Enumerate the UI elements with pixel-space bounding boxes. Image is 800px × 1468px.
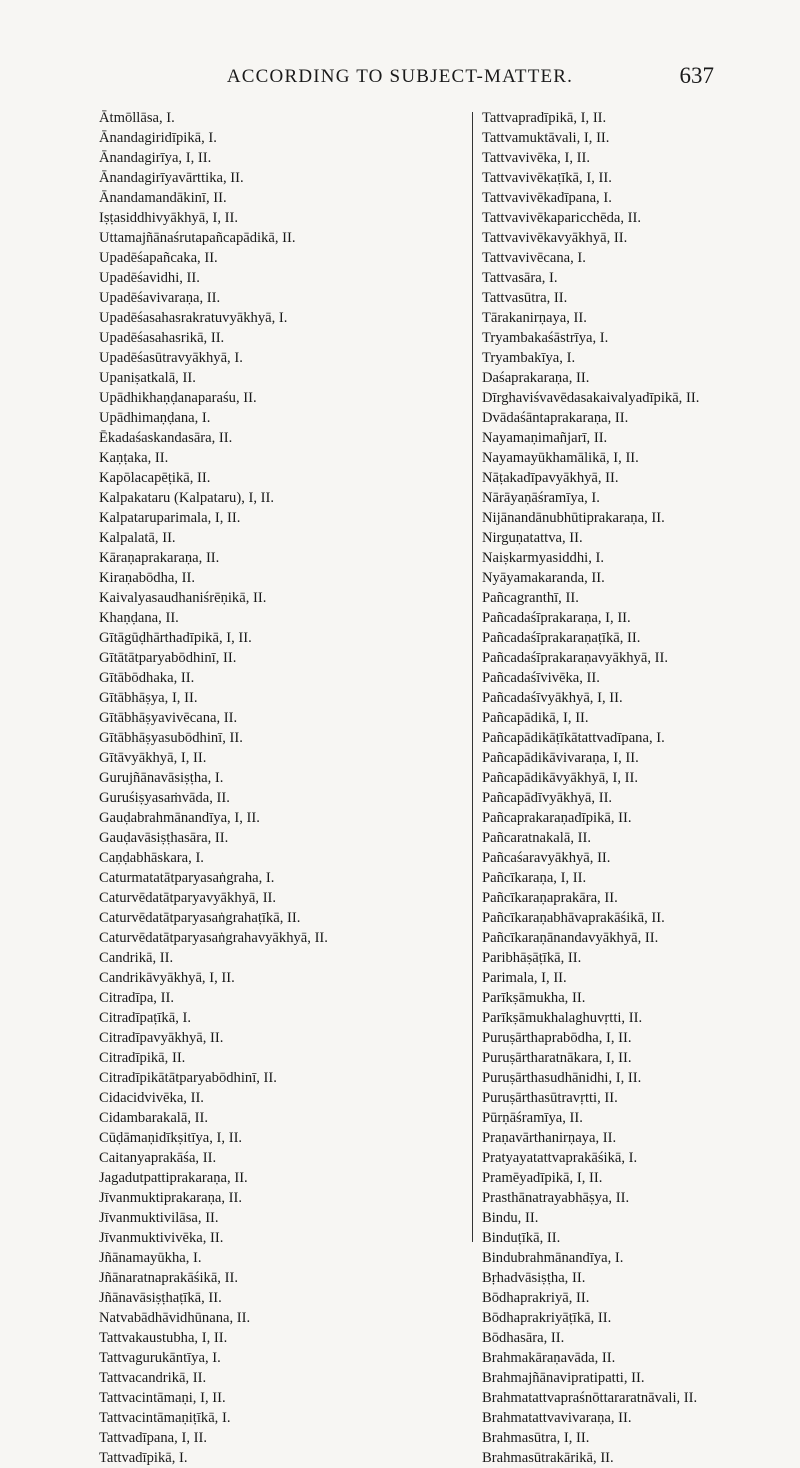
index-entry: Pañcaśaravyākhyā, II. xyxy=(482,850,611,866)
index-entry: Praṇavārthanirṇaya, II. xyxy=(482,1130,617,1146)
index-entry: Iṣṭasiddhivyākhyā, I, II. xyxy=(99,210,239,226)
index-entry: Tryambakaśāstrīya, I. xyxy=(482,330,609,346)
index-entry: Brahmasūtra, I, II. xyxy=(482,1430,590,1446)
index-entry: Jñānaratnaprakāśikā, II. xyxy=(99,1270,238,1286)
index-entry: Puruṣārthaprabōdha, I, II. xyxy=(482,1030,632,1046)
index-entry: Tārakanirṇaya, II. xyxy=(482,310,587,326)
index-entry: Pañcīkaraṇabhāvaprakāśikā, II. xyxy=(482,910,665,926)
index-entry: Caturvēdatātparyasaṅgrahavyākhyā, II. xyxy=(99,930,328,946)
index-entry: Caturvēdatātparyasaṅgrahaṭīkā, II. xyxy=(99,910,301,926)
index-entry: Pañcaratnakalā, II. xyxy=(482,830,591,846)
index-entry: Pratyayatattvaprakāśikā, I. xyxy=(482,1150,638,1166)
index-entry: Upaniṣatkalā, II. xyxy=(99,370,196,386)
index-entry: Tattvavivēkaṭīkā, I, II. xyxy=(482,170,612,186)
index-entry: Pañcadaśīprakaraṇa, I, II. xyxy=(482,610,631,626)
index-entry: Bṛhadvāsiṣṭha, II. xyxy=(482,1270,586,1286)
index-entry: Khaṇḍana, II. xyxy=(99,610,179,626)
right-column xyxy=(482,108,782,1468)
index-entry: Cūḍāmaṇidīkṣitīya, I, II. xyxy=(99,1130,243,1146)
page-header xyxy=(0,63,800,100)
index-entry: Gītābōdhaka, II. xyxy=(99,670,195,686)
index-entry: Bindu, II. xyxy=(482,1210,539,1226)
index-entry: Binduṭīkā, II. xyxy=(482,1230,561,1246)
index-entry: Caturvēdatātparyavyākhyā, II. xyxy=(99,890,277,906)
index-entry: Bōdhaprakriyā, II. xyxy=(482,1290,590,1306)
index-entry: Brahmatattvavivaraṇa, II. xyxy=(482,1410,632,1426)
index-entry: Gītātātparyabōdhinī, II. xyxy=(99,650,237,666)
index-entry: Pañcīkaraṇaprakāra, II. xyxy=(482,890,618,906)
index-entry: Citradīpikā, II. xyxy=(99,1050,186,1066)
index-entry: Cidambarakalā, II. xyxy=(99,1110,208,1126)
index-entry: Tattvakaustubha, I, II. xyxy=(99,1330,228,1346)
index-entry: Jīvanmuktiprakaraṇa, II. xyxy=(99,1190,243,1206)
index-entry: Tattvasūtra, II. xyxy=(482,290,568,306)
index-entry: Kāraṇaprakaraṇa, II. xyxy=(99,550,220,566)
index-entry: Gītābhāṣya, I, II. xyxy=(99,690,198,706)
index-entry: Tattvacandrikā, II. xyxy=(99,1370,207,1386)
index-entry: Pañcīkaraṇānandavyākhyā, II. xyxy=(482,930,659,946)
column-divider xyxy=(472,112,473,1242)
index-entry: Ānandamandākinī, II. xyxy=(99,190,227,206)
index-entry: Citradīpa, II. xyxy=(99,990,174,1006)
index-entry: Ēkadaśaskandasāra, II. xyxy=(99,430,233,446)
index-entry: Pañcapādikāvivaraṇa, I, II. xyxy=(482,750,639,766)
index-entry: Jñānamayūkha, I. xyxy=(99,1250,202,1266)
index-entry: Jīvanmuktivilāsa, II. xyxy=(99,1210,219,1226)
index-entry: Upadēśapañcaka, II. xyxy=(99,250,218,266)
index-entry: Cidacidvivēka, II. xyxy=(99,1090,204,1106)
index-entry: Guruśiṣyasaṁvāda, II. xyxy=(99,790,230,806)
index-entry: Upadēśasahasrikā, II. xyxy=(99,330,225,346)
index-entry: Tattvapradīpikā, I, II. xyxy=(482,110,607,126)
index-entry: Tattvagurukāntīya, I. xyxy=(99,1350,221,1366)
index-entry: Pañcadaśīprakaraṇaṭīkā, II. xyxy=(482,630,641,646)
index-entry: Tattvavivēkadīpana, I. xyxy=(482,190,612,206)
index-entry: Nāṭakadīpavyākhyā, II. xyxy=(482,470,619,486)
index-entry: Pramēyadīpikā, I, II. xyxy=(482,1170,603,1186)
index-entry: Uttamajñānaśrutapañcapādikā, II. xyxy=(99,230,296,246)
index-entry: Puruṣārthasūtravṛtti, II. xyxy=(482,1090,618,1106)
index-entry: Daśaprakaraṇa, II. xyxy=(482,370,590,386)
index-entry: Gauḍavāsiṣṭhasāra, II. xyxy=(99,830,229,846)
index-entry: Jagadutpattiprakaraṇa, II. xyxy=(99,1170,248,1186)
index-entry: Tattvamuktāvali, I, II. xyxy=(482,130,610,146)
index-entry: Tattvavivēka, I, II. xyxy=(482,150,590,166)
index-entry: Upādhikhaṇḍanaparaśu, II. xyxy=(99,390,257,406)
index-entry: Caitanyaprakāśa, II. xyxy=(99,1150,217,1166)
index-entry: Bōdhasāra, II. xyxy=(482,1330,565,1346)
index-entry: Natvabādhāvidhūnana, II. xyxy=(99,1310,251,1326)
index-entry: Parīkṣāmukha, II. xyxy=(482,990,586,1006)
index-entry: Gauḍabrahmānandīya, I, II. xyxy=(99,810,260,826)
index-entry: Nyāyamakaranda, II. xyxy=(482,570,605,586)
index-entry: Ānandagirīyavārttika, II. xyxy=(99,170,244,186)
index-entry: Kalpalatā, II. xyxy=(99,530,176,546)
running-head: ACCORDING TO SUBJECT-MATTER. xyxy=(226,66,574,87)
index-entry: Pañcaprakaraṇadīpikā, II. xyxy=(482,810,632,826)
index-entry: Parīkṣāmukhalaghuvṛtti, II. xyxy=(482,1010,643,1026)
index-entry: Upādhimaṇḍana, I. xyxy=(99,410,211,426)
index-entry: Naiṣkarmyasiddhi, I. xyxy=(482,550,604,566)
index-entry: Pañcapādikā, I, II. xyxy=(482,710,589,726)
index-entry: Pañcadaśīvyākhyā, I, II. xyxy=(482,690,623,706)
index-entry: Jñānavāsiṣṭhaṭīkā, II. xyxy=(99,1290,222,1306)
index-entry: Gītābhāṣyavivēcana, II. xyxy=(99,710,238,726)
index-entry: Kalpakataru (Kalpataru), I, II. xyxy=(99,490,275,506)
index-entry: Candrikā, II. xyxy=(99,950,174,966)
index-entry: Upadēśavidhi, II. xyxy=(99,270,200,286)
index-entry: Tattvacintāmaṇiṭīkā, I. xyxy=(99,1410,231,1426)
index-entry: Nirguṇatattva, II. xyxy=(482,530,583,546)
index-entry: Dīrghaviśvavēdasakaivalyadīpikā, II. xyxy=(482,390,700,406)
index-entry: Tattvacintāmaṇi, I, II. xyxy=(99,1390,226,1406)
index-entry: Brahmasūtrakārikā, II. xyxy=(482,1450,614,1466)
index-entry: Pañcapādikāvyākhyā, I, II. xyxy=(482,770,639,786)
index-entry: Prasthānatrayabhāṣya, II. xyxy=(482,1190,630,1206)
index-entry: Upadēśasūtravyākhyā, I. xyxy=(99,350,243,366)
index-entry: Caturmatatātparyasaṅgraha, I. xyxy=(99,870,275,886)
index-entry: Bōdhaprakriyāṭīkā, II. xyxy=(482,1310,612,1326)
index-entry: Pañcīkaraṇa, I, II. xyxy=(482,870,587,886)
index-entry: Citradīpavyākhyā, II. xyxy=(99,1030,224,1046)
index-entry: Gītāvyākhyā, I, II. xyxy=(99,750,207,766)
index-entry: Gītābhāṣyasubōdhinī, II. xyxy=(99,730,243,746)
index-entry: Pañcapādikāṭīkātattvadīpana, I. xyxy=(482,730,665,746)
index-entry: Nayamaṇimañjarī, II. xyxy=(482,430,608,446)
index-entry: Upadēśasahasrakratuvyākhyā, I. xyxy=(99,310,288,326)
index-entry: Tattvadīpikā, I. xyxy=(99,1450,188,1466)
index-entry: Citradīpaṭīkā, I. xyxy=(99,1010,191,1026)
index-entry: Tattvavivēcana, I. xyxy=(482,250,586,266)
index-entry: Brahmatattvapraśnōttararatnāvali, II. xyxy=(482,1390,698,1406)
index-entry: Kaivalyasaudhaniśrēṇikā, II. xyxy=(99,590,267,606)
index-entry: Nijānandānubhūtiprakaraṇa, II. xyxy=(482,510,665,526)
index-entry: Nārāyaṇāśramīya, I. xyxy=(482,490,600,506)
index-entry: Pañcagranthī, II. xyxy=(482,590,579,606)
index-entry: Puruṣārthasudhānidhi, I, II. xyxy=(482,1070,642,1086)
index-entry: Bindubrahmānandīya, I. xyxy=(482,1250,624,1266)
left-column xyxy=(99,108,474,1468)
index-entry: Tattvadīpana, I, II. xyxy=(99,1430,207,1446)
index-entry: Candrikāvyākhyā, I, II. xyxy=(99,970,235,986)
index-entry: Tattvavivēkavyākhyā, II. xyxy=(482,230,628,246)
index-entry: Dvādaśāntaprakaraṇa, II. xyxy=(482,410,629,426)
index-entry: Tattvavivēkaparicchēda, II. xyxy=(482,210,642,226)
index-entry: Brahmakāraṇavāda, II. xyxy=(482,1350,616,1366)
index-entry: Nayamayūkhamālikā, I, II. xyxy=(482,450,639,466)
index-entry: Ānandagiridīpikā, I. xyxy=(99,130,217,146)
index-entry: Kiraṇabōdha, II. xyxy=(99,570,196,586)
index-entry: Tattvasāra, I. xyxy=(482,270,558,286)
index-entry: Pañcapādīvyākhyā, II. xyxy=(482,790,613,806)
index-entry: Pūrṇāśramīya, II. xyxy=(482,1110,583,1126)
index-entry: Caṇḍabhāskara, I. xyxy=(99,850,204,866)
index-entry: Tryambakīya, I. xyxy=(482,350,576,366)
index-entry: Brahmajñānavipratipatti, II. xyxy=(482,1370,645,1386)
index-entry: Ānandagirīya, I, II. xyxy=(99,150,212,166)
index-entry: Paribhāṣāṭīkā, II. xyxy=(482,950,582,966)
index-entry: Upadēśavivaraṇa, II. xyxy=(99,290,221,306)
index-entry: Jīvanmuktivivēka, II. xyxy=(99,1230,224,1246)
index-entry: Kaṇṭaka, II. xyxy=(99,450,169,466)
index-entry: Citradīpikātātparyabōdhinī, II. xyxy=(99,1070,277,1086)
index-entry: Pañcadaśīvivēka, II. xyxy=(482,670,600,686)
index-entry: Puruṣārtharatnākara, I, II. xyxy=(482,1050,632,1066)
index-entry: Ātmōllāsa, I. xyxy=(99,110,175,126)
index-entry: Parimala, I, II. xyxy=(482,970,567,986)
page-number: 637 xyxy=(679,63,714,88)
index-entry: Pañcadaśīprakaraṇavyākhyā, II. xyxy=(482,650,668,666)
index-entry: Kalpataruparimala, I, II. xyxy=(99,510,241,526)
index-entry: Gītāgūḍhārthadīpikā, I, II. xyxy=(99,630,252,646)
index-entry: Kapōlacapēṭikā, II. xyxy=(99,470,211,486)
index-entry: Gurujñānavāsiṣṭha, I. xyxy=(99,770,224,786)
